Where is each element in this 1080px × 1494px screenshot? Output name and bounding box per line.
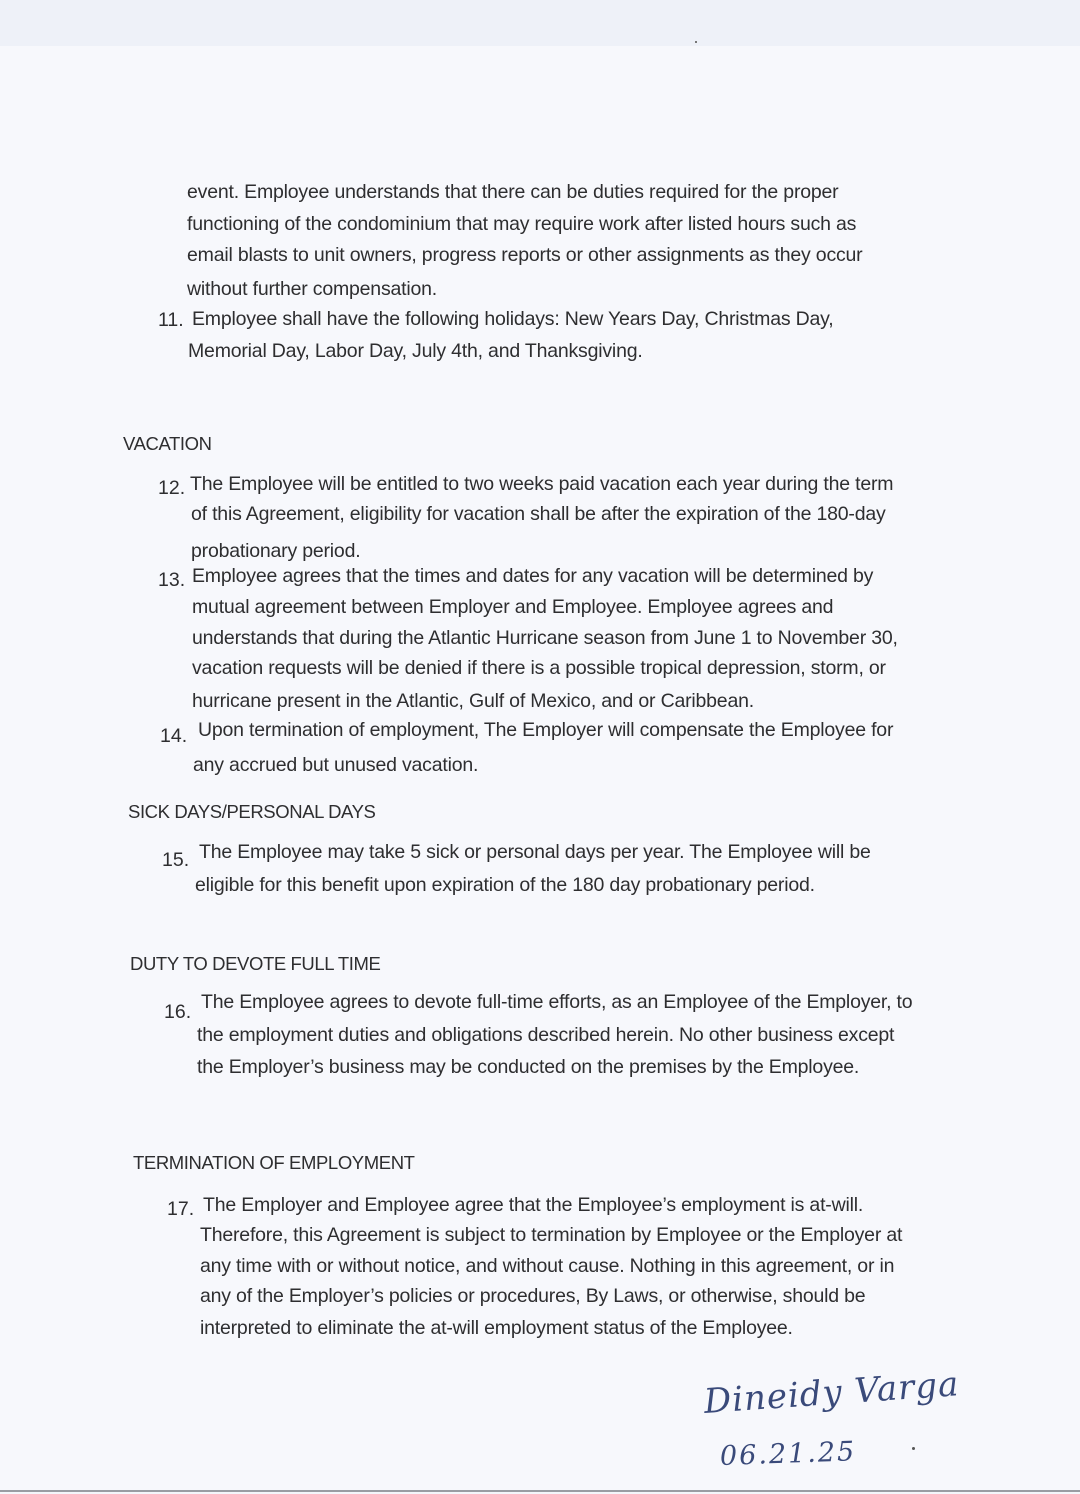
section-heading-termination: TERMINATION OF EMPLOYMENT	[133, 1152, 415, 1173]
text-line: The Employee will be entitled to two weeks paid vacation each year during the term	[190, 473, 894, 495]
text-line: The Employer and Employee agree that the Employee’s employment is at-will.	[203, 1194, 864, 1216]
text-line: of this Agreement, eligibility for vacation shall be after the expiration of the 180-day	[191, 503, 886, 525]
clause-number: 14.	[160, 725, 188, 747]
text-line: any time with or without notice, and without cause. Nothing in this agreement, or in	[200, 1255, 895, 1277]
text-line: without further compensation.	[187, 278, 438, 300]
clause-number: 15.	[162, 849, 190, 871]
section-heading-vacation: VACATION	[123, 433, 212, 454]
text-line: the employment duties and obligations described herein. No other business except	[197, 1024, 895, 1046]
text-line: probationary period.	[191, 540, 361, 562]
text-line: The Employee agrees to devote full-time efforts, as an Employee of the Employer, to	[201, 991, 913, 1013]
handwritten-signature: Dineidy Varga	[702, 1364, 961, 1422]
text-line: The Employee may take 5 sick or personal days per year. The Employee will be	[199, 841, 871, 863]
clause-number: 13.	[158, 569, 186, 591]
section-heading-sick-days: SICK DAYS/PERSONAL DAYS	[128, 801, 376, 822]
clause-number: 12.	[158, 477, 186, 499]
text-line: event. Employee understands that there can be duties required for the proper	[187, 181, 839, 203]
text-line: Upon termination of employment, The Employer will compensate the Employee for	[198, 719, 894, 741]
text-line: vacation requests will be denied if there is a possible tropical depression, storm, or	[192, 657, 886, 679]
clause-number: 17.	[167, 1198, 195, 1220]
ink-dot	[912, 1447, 915, 1450]
text-line: interpreted to eliminate the at-will employment status of the Employee.	[200, 1317, 793, 1339]
text-line: email blasts to unit owners, progress reports or other assignments as they occur	[187, 244, 863, 266]
text-line: hurricane present in the Atlantic, Gulf of Mexico, and or Caribbean.	[192, 690, 754, 712]
text-line: Therefore, this Agreement is subject to termination by Employee or the Employer at	[200, 1224, 903, 1246]
text-line: functioning of the condominium that may require work after listed hours such as	[187, 213, 857, 235]
section-heading-duty: DUTY TO DEVOTE FULL TIME	[130, 953, 381, 974]
text-line: understands that during the Atlantic Hurricane season from June 1 to November 30,	[192, 627, 898, 649]
clause-number: 16.	[164, 1001, 192, 1023]
text-line: Memorial Day, Labor Day, July 4th, and Thanksgiving.	[188, 340, 643, 362]
text-line: any of the Employer’s policies or procedures, By Laws, or otherwise, should be	[200, 1285, 866, 1307]
handwritten-date: 06.21.25	[719, 1436, 857, 1472]
text-line: Employee shall have the following holidays: New Years Day, Christmas Day,	[192, 308, 834, 330]
text-line: Employee agrees that the times and dates for any vacation will be determined by	[192, 565, 874, 587]
text-line: any accrued but unused vacation.	[193, 754, 479, 776]
text-line: the Employer’s business may be conducted on the premises by the Employee.	[197, 1056, 860, 1078]
scan-top-shade	[0, 0, 1080, 46]
scan-speck	[695, 41, 697, 43]
text-line: eligible for this benefit upon expiration of the 180 day probationary period.	[195, 874, 815, 896]
text-line: mutual agreement between Employer and Employee. Employee agrees and	[192, 596, 834, 618]
clause-number: 11.	[158, 309, 184, 331]
